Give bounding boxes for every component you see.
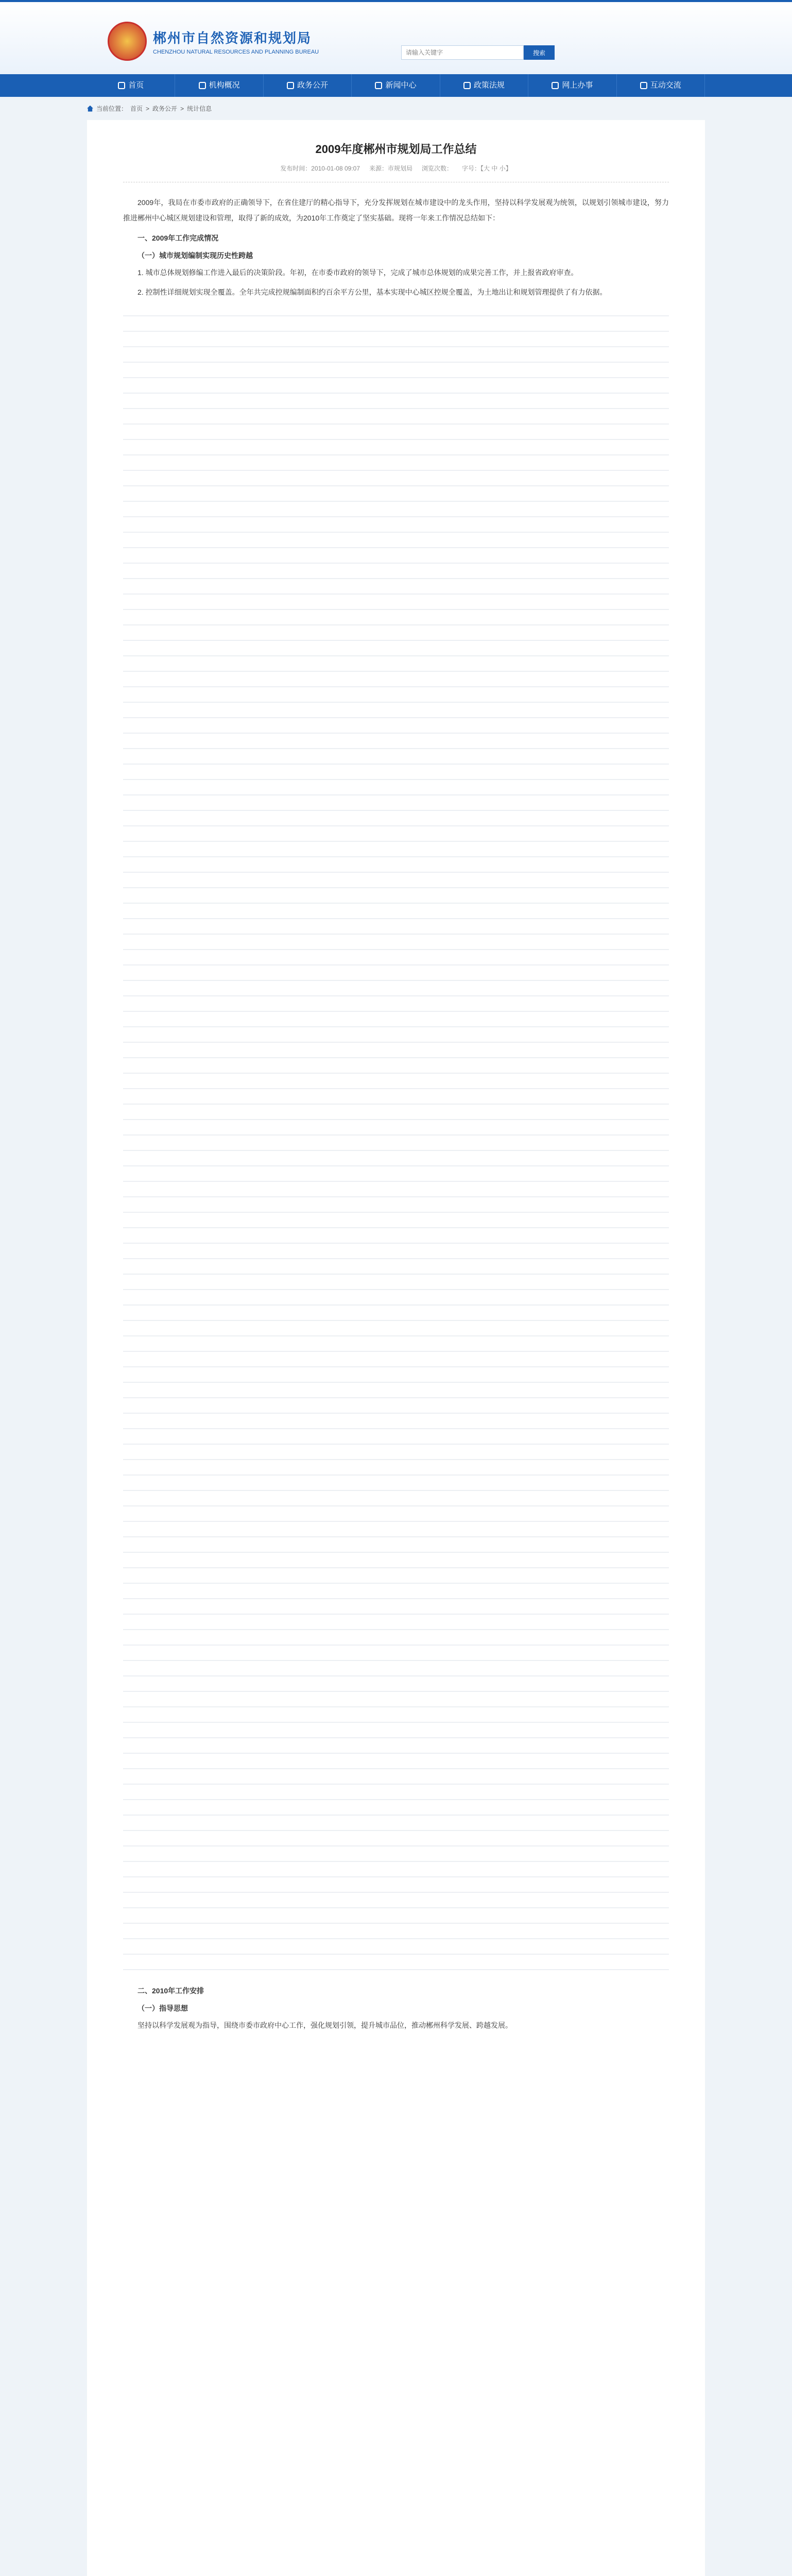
article-date: 发布时间：2010-01-08 09:07 <box>280 165 360 172</box>
article-container <box>87 120 705 2576</box>
header <box>0 0 792 74</box>
nav-item-public[interactable]: 政务公开 <box>264 74 352 97</box>
news-icon <box>375 82 382 89</box>
article-views: 浏览次数： <box>422 165 453 172</box>
section-heading: 二、2010年工作安排 <box>137 1987 204 1995</box>
nav-item-service[interactable]: 网上办事 <box>528 74 616 97</box>
breadcrumb-item[interactable]: 首页 <box>130 105 143 112</box>
search-box <box>401 45 555 60</box>
main-nav <box>0 74 792 97</box>
article-source: 来源：市规划局 <box>369 165 413 172</box>
building-icon <box>199 82 206 89</box>
nav-item-about[interactable]: 机构概况 <box>175 74 263 97</box>
service-icon <box>552 82 559 89</box>
article-body <box>123 195 669 2033</box>
paragraph: 1. 城市总体规划修编工作进入最后的决策阶段。年初，在市委市政府的领导下，完成了城市总体规划的成果完善工作，并上报省政府审查。 <box>137 268 578 277</box>
font-size-control[interactable]: 字号：【大 中 小】 <box>462 165 512 172</box>
home-icon <box>118 82 125 89</box>
site-logo[interactable] <box>108 22 319 61</box>
book-icon <box>463 82 471 89</box>
nav-item-interact[interactable]: 互动交流 <box>617 74 705 97</box>
breadcrumb: 当前位置： 首页 > 政务公开 > 统计信息 <box>87 104 705 113</box>
emblem-icon <box>108 22 147 61</box>
search-input[interactable] <box>401 45 524 60</box>
subsection-heading: （一）城市规划编制实现历史性跨越 <box>137 251 253 260</box>
nav-item-news[interactable]: 新闻中心 <box>352 74 440 97</box>
article-text-block <box>123 304 669 1978</box>
nav-item-policy[interactable]: 政策法规 <box>440 74 528 97</box>
article-title: 2009年度郴州市规划局工作总结 <box>315 143 477 156</box>
subsection-heading: （一）指导思想 <box>137 2004 188 2012</box>
paragraph: 坚持以科学发展观为指导，围绕市委市政府中心工作，强化规划引领，提升城市品位，推动郴州科学发展、跨越发展。 <box>137 2021 512 2029</box>
paragraph: 2009年，我局在市委市政府的正确领导下，在省住建厅的精心指导下，充分发挥规划在城市建设中的龙头作用，坚持以科学发展观为统领，以规划引领城市建设，努力推进郴州中心城区规划建设和管理，取得了新的成效，为2010年工作奠定了坚实基础。现将一年来工作情况总结如下： <box>123 198 669 222</box>
document-icon <box>287 82 294 89</box>
article-meta <box>123 164 669 173</box>
search-button[interactable]: 搜索 <box>524 45 555 60</box>
breadcrumb-item[interactable]: 统计信息 <box>187 105 212 112</box>
chat-icon <box>640 82 647 89</box>
location-icon <box>87 106 93 112</box>
breadcrumb-item[interactable]: 政务公开 <box>152 105 178 112</box>
paragraph: 2. 控制性详细规划实现全覆盖。全年共完成控规编制面积约百余平方公里，基本实现中心城区控规全覆盖，为土地出让和规划管理提供了有力依据。 <box>137 288 607 296</box>
site-name-en: CHENZHOU NATURAL RESOURCES AND PLANNING BUREAU <box>153 48 319 55</box>
section-heading: 一、2009年工作完成情况 <box>137 234 219 242</box>
site-name: 郴州市自然资源和规划局 <box>153 30 312 46</box>
nav-item-home[interactable]: 首页 <box>87 74 175 97</box>
